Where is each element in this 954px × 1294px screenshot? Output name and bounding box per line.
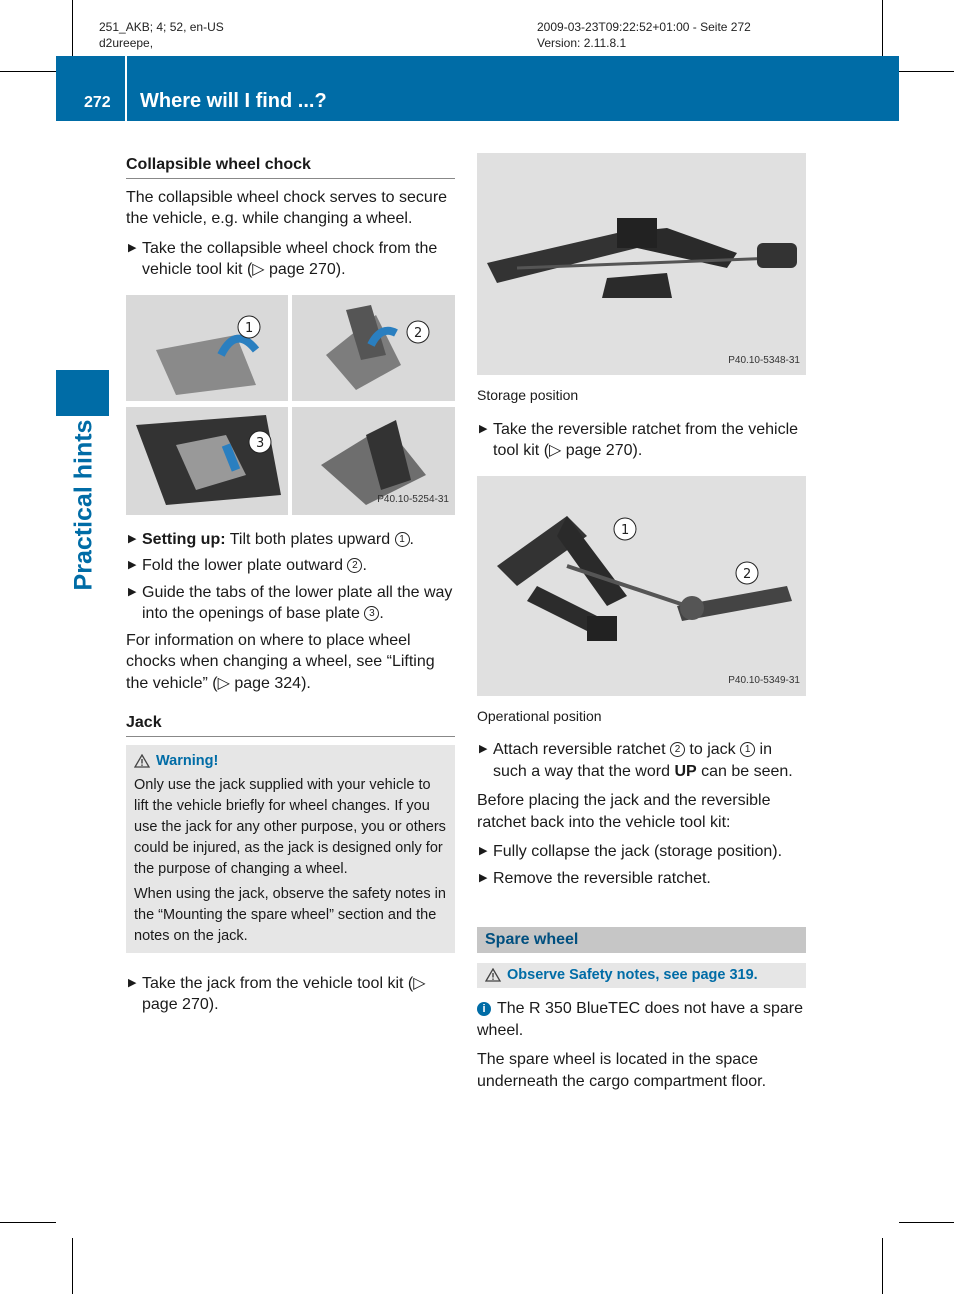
ref-number-2: 2 [670, 742, 685, 757]
crop-mark [72, 1238, 73, 1294]
ref-number-1: 1 [395, 532, 410, 547]
meta-left-line2: d2ureepe, [99, 36, 154, 50]
step-arrow-icon: ▶ [128, 585, 137, 598]
ref-number-2: 2 [347, 558, 362, 573]
warning-box [126, 745, 455, 953]
jack-operational-image [477, 476, 806, 696]
jack-step [126, 973, 455, 1016]
ratchet-step-4 [477, 868, 806, 890]
chock-step-4-text: Guide the tabs of the lower plate all the way into the openings of base plate [142, 583, 453, 622]
safety-note-text: Observe Safety notes, see page 319. [507, 966, 758, 983]
ref-number-1: 1 [740, 742, 755, 757]
svg-text:3: 3 [256, 435, 265, 451]
print-meta-left [99, 19, 224, 51]
crop-mark [882, 1238, 883, 1294]
chock-image-code: P40.10-5254-31 [377, 494, 449, 505]
info-icon: i [477, 1002, 491, 1016]
ratchet-step-1 [477, 419, 806, 462]
spare-wheel-heading: Spare wheel [477, 927, 806, 953]
crop-mark [0, 71, 56, 72]
ratchet-step-3-text: Fully collapse the jack (storage position). [493, 843, 783, 860]
crop-mark [72, 0, 73, 56]
step-arrow-icon: ▶ [128, 532, 137, 545]
ratchet-step-2-a: Attach reversible ratchet [493, 741, 670, 758]
chock-intro: The collapsible wheel chock serves to secure the vehicle, e.g. while changing a wheel. [126, 188, 448, 227]
ref-number-3: 3 [364, 606, 379, 621]
chock-step-3-text: Fold the lower plate outward [142, 557, 348, 574]
chock-step-2: ▶ Setting up: Tilt both plates upward 1 . [126, 529, 455, 551]
jack-storage-illustration [477, 153, 806, 375]
chock-step-4: ▶ Guide the tabs of the lower plate all the way into the openings of base plate 3 . [128, 583, 453, 622]
before-text: Before placing the jack and the reversible ratchet back into the vehicle tool kit: [477, 792, 771, 831]
ratchet-step-4-text: Remove the reversible ratchet. [493, 869, 711, 887]
caption-operational: Operational position [477, 707, 602, 724]
warning-title: Warning! [156, 752, 219, 769]
caption-storage: Storage position [477, 387, 579, 403]
chock-step-3: ▶ Fold the lower plate outward 2 . [126, 555, 455, 577]
step-arrow-icon: ▶ [128, 559, 137, 571]
page-title: Where will I find ...? [140, 90, 327, 112]
crop-mark [899, 1222, 954, 1223]
jack-heading: Jack [126, 712, 455, 737]
step-arrow-icon: ▶ [479, 845, 488, 857]
chock-heading: Collapsible wheel chock [126, 154, 455, 179]
jack-storage-image-code: P40.10-5348-31 [728, 354, 800, 366]
chock-info: For information on where to place wheel chocks when changing a wheel, see “Lifting the vehicle” (▷ page 324). [126, 631, 435, 692]
info-note-text: The R 350 BlueTEC does not have a spare wheel. [477, 1000, 803, 1039]
print-meta-right [537, 19, 751, 51]
crop-mark [0, 1222, 56, 1223]
step-arrow-icon: ▶ [479, 743, 488, 755]
warning-text-2: When using the jack, observe the safety notes in the “Mounting the spare wheel” section and the notes on the jack. [134, 885, 446, 944]
jack-operational-illustration [477, 476, 806, 696]
svg-text:2: 2 [743, 566, 752, 582]
jack-step-text: Take the jack from the vehicle tool kit (▷ page 270). [142, 974, 426, 1013]
jack-operational-image-code: P40.10-5349-31 [728, 675, 800, 686]
step-arrow-icon: ▶ [479, 422, 488, 435]
left-column [126, 154, 455, 1021]
page-number: 272 [84, 94, 111, 111]
svg-text:1: 1 [245, 320, 254, 336]
chock-step-1-text: Take the collapsible wheel chock from the vehicle tool kit (▷ page 270). [142, 239, 438, 278]
warning-heading [134, 751, 447, 772]
safety-note [477, 963, 806, 989]
crop-mark [899, 71, 954, 72]
spare-location: The spare wheel is located in the space underneath the cargo compartment floor. [477, 1051, 767, 1090]
ratchet-step-2 [477, 739, 806, 782]
info-note [477, 998, 806, 1041]
step-arrow-icon: ▶ [128, 241, 137, 254]
right-column [477, 153, 806, 1100]
header-separator [125, 56, 127, 121]
chock-step-2-text: Tilt both plates upward [225, 530, 395, 548]
ratchet-step-2-d: can be seen. [696, 762, 793, 780]
meta-left-line1: 251_AKB; 4; 52, en-US [99, 20, 224, 34]
svg-text:1: 1 [621, 522, 630, 538]
chock-image [126, 295, 455, 515]
step-arrow-icon: ▶ [479, 871, 488, 884]
ratchet-step-1-text: Take the reversible ratchet from the vehicle tool kit (▷ page 270). [493, 420, 799, 459]
jack-storage-image [477, 153, 806, 375]
section-side-label: Practical hints [69, 419, 98, 591]
warning-triangle-icon [134, 754, 152, 768]
chock-illustration [126, 295, 455, 515]
side-tab [56, 370, 109, 416]
chock-step-2-bold: Setting up: [142, 530, 226, 548]
svg-text:2: 2 [414, 325, 423, 341]
ratchet-step-3 [477, 841, 806, 863]
warning-text-1: Only use the jack supplied with your vehicle to lift the vehicle briefly for wheel changes. If you use the jack for any other purpose, you or others could be injured, as the jack is designed only for the purpose of changing a wheel. [134, 776, 446, 877]
meta-right-line1: 2009-03-23T09:22:52+01:00 - Seite 272 [537, 20, 751, 34]
ratchet-step-2-c: in such a way that the word [493, 741, 773, 780]
step-arrow-icon: ▶ [128, 976, 137, 989]
warning-triangle-icon [485, 968, 503, 982]
chock-step-1 [126, 238, 455, 281]
ratchet-step-2-bold: UP [674, 762, 697, 780]
meta-right-line2: Version: 2.11.8.1 [537, 36, 627, 50]
ratchet-step-2-b: to jack [684, 741, 741, 758]
crop-mark [882, 0, 883, 56]
